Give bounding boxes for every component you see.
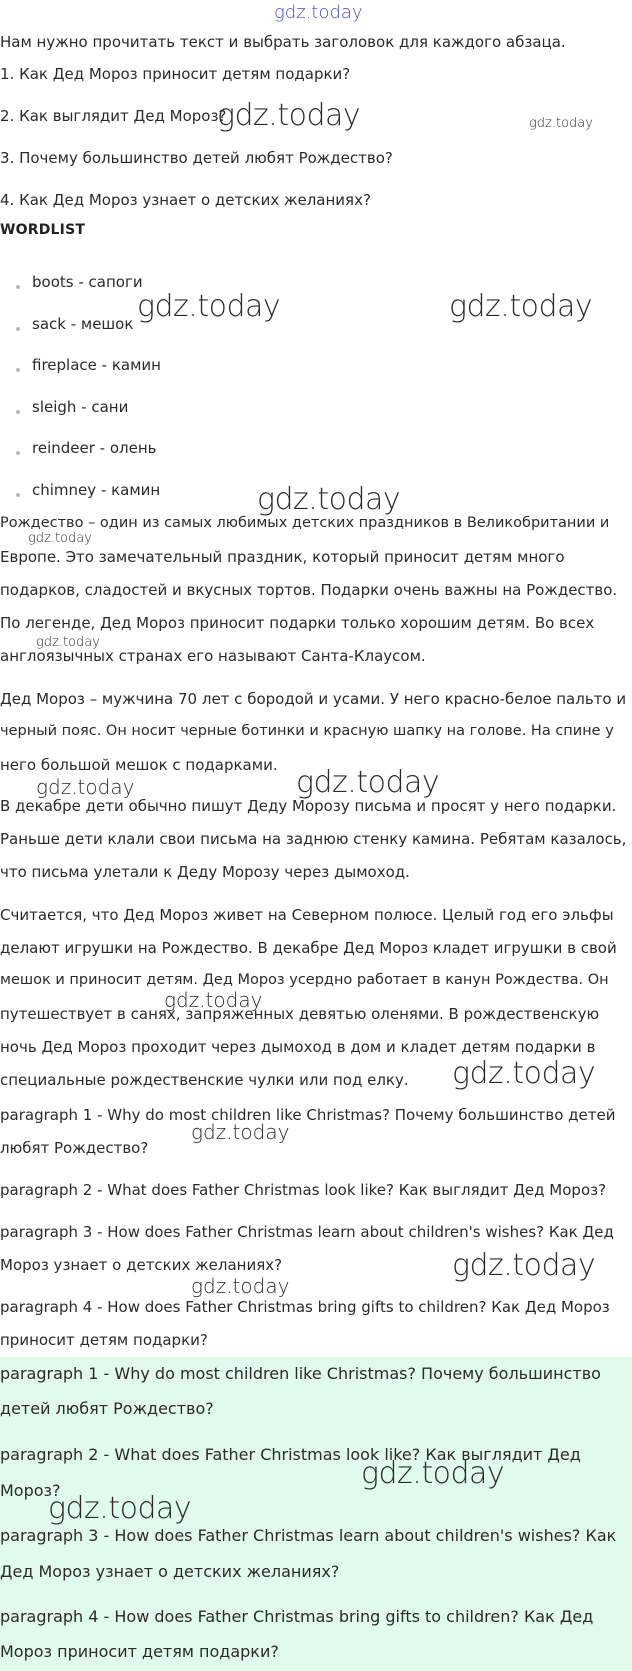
answer-line: Мороз узнает о детских желаниях? <box>0 1256 283 1274</box>
watermark-logo: gdz.today <box>137 289 281 324</box>
watermark-logo: gdz.today <box>529 116 593 131</box>
paragraph-4-line: делают игрушки на Рождество. В декабре Дед Мороз кладет игрушки в свой <box>0 939 617 957</box>
watermark-logo: gdz.today <box>257 482 401 517</box>
highlight-answer-line: paragraph 4 - How does Father Christmas bring gifts to children? Как Дед <box>0 1607 594 1626</box>
answer-line: paragraph 3 - How does Father Christmas learn about children's wishes? Как Дед <box>0 1223 614 1241</box>
bullet-dot <box>16 368 20 372</box>
paragraph-1-line: По легенде, Дед Мороз приносит подарки только хорошим детям. Во всех <box>0 614 595 632</box>
answer-line: paragraph 2 - What does Father Christmas look like? Как выглядит Дед Мороз? <box>0 1181 607 1199</box>
highlight-answer-line: paragraph 3 - How does Father Christmas learn about children's wishes? Как <box>0 1526 617 1545</box>
paragraph-4-line: специальные рождественские чулки или под елку. <box>0 1071 409 1089</box>
bullet-dot <box>16 285 20 289</box>
paragraph-1-line: англоязычных странах его называют Санта-Клаусом. <box>0 647 426 665</box>
paragraph-3-line: Раньше дети клали свои письма на заднюю стенку камина. Ребятам казалось, <box>0 830 627 848</box>
paragraph-4-line: Считается, что Дед Мороз живет на Северном полюсе. Целый год его эльфы <box>0 906 614 924</box>
paragraph-4-line: мешок и приносит детям. Дед Мороз усердно работает в канун Рождества. Он <box>0 972 609 988</box>
bullet-dot <box>16 410 20 414</box>
paragraph-4-line: ночь Дед Мороз проходит через дымоход в дом и кладет детям подарки в <box>0 1038 596 1056</box>
watermark-logo: gdz.today <box>296 765 440 800</box>
question-item: 3. Почему большинство детей любят Рождество? <box>0 149 393 167</box>
paragraph-3-line: что письма улетали к Деду Морозу через дымоход. <box>0 863 410 881</box>
watermark-logo: gdz.today <box>36 635 100 650</box>
question-item: 1. Как Дед Мороз приносит детям подарки? <box>0 65 351 83</box>
watermark-logo: gdz.today <box>452 1056 596 1091</box>
wordlist-item: reindeer - олень <box>32 439 157 457</box>
paragraph-2-line: черный пояс. Он носит черные ботинки и красную шапку на голове. На спине у <box>0 723 614 739</box>
bullet-dot <box>16 327 20 331</box>
question-item: 2. Как выглядит Дед Мороз? <box>0 107 227 125</box>
paragraph-3-line: В декабре дети обычно пишут Деду Морозу письма и просят у него подарки. <box>0 797 617 815</box>
wordlist-item: fireplace - камин <box>32 356 161 374</box>
wordlist-item: boots - сапоги <box>32 273 143 291</box>
highlight-answer-line: paragraph 1 - Why do most children like Christmas? Почему большинство <box>0 1364 601 1383</box>
highlight-answer-line: детей любят Рождество? <box>0 1399 214 1418</box>
paragraph-1-line: Европе. Это замечательный праздник, который приносит детям много <box>0 548 565 566</box>
paragraph-1-line: подарков, сладостей и вкусных тортов. Подарки очень важны на Рождество. <box>0 581 618 599</box>
answer-line: paragraph 4 - How does Father Christmas bring gifts to children? Как Дед Мороз <box>0 1298 610 1316</box>
wordlist-item: chimney - камин <box>32 481 161 499</box>
highlight-answer-line: Дед Мороз узнает о детских желаниях? <box>0 1562 340 1581</box>
watermark-logo: gdz.today <box>164 988 263 1012</box>
watermark-logo: gdz.today <box>217 98 361 133</box>
answer-line: paragraph 1 - Why do most children like Christmas? Почему большинство детей <box>0 1106 616 1124</box>
site-watermark: gdz.today <box>274 2 363 23</box>
watermark-logo: gdz.today <box>191 1120 290 1144</box>
wordlist-item: sleigh - сани <box>32 398 129 416</box>
highlight-answer-line: Мороз? <box>0 1481 61 1500</box>
watermark-logo: gdz.today <box>36 775 135 799</box>
answer-line: любят Рождество? <box>0 1139 149 1157</box>
watermark-logo: gdz.today <box>28 531 92 546</box>
watermark-logo: gdz.today <box>361 1456 505 1491</box>
watermark-logo: gdz.today <box>48 1491 192 1526</box>
watermark-logo: gdz.today <box>191 1274 290 1298</box>
bullet-dot <box>16 451 20 455</box>
wordlist-title: WORDLIST <box>0 222 86 238</box>
answer-line: приносит детям подарки? <box>0 1331 208 1349</box>
highlight-answer-line: Мороз приносит детям подарки? <box>0 1642 279 1661</box>
intro-text: Нам нужно прочитать текст и выбрать заголовок для каждого абзаца. <box>0 33 566 51</box>
highlight-answer-line: paragraph 2 - What does Father Christmas look like? Как выглядит Дед <box>0 1445 581 1464</box>
question-item: 4. Как Дед Мороз узнает о детских желаниях? <box>0 191 371 209</box>
paragraph-1-line: Рождество – один из самых любимых детских праздников в Великобритании и <box>0 515 610 531</box>
paragraph-4-line: путешествует в санях, запряженных девятью оленями. В рождественскую <box>0 1005 600 1023</box>
watermark-logo: gdz.today <box>449 289 593 324</box>
watermark-logo: gdz.today <box>452 1248 596 1283</box>
paragraph-2-line: Дед Мороз – мужчина 70 лет с бородой и усами. У него красно-белое пальто и <box>0 690 627 708</box>
wordlist-item: sack - мешок <box>32 315 134 333</box>
paragraph-2-line: него большой мешок с подарками. <box>0 756 278 774</box>
bullet-dot <box>16 493 20 497</box>
